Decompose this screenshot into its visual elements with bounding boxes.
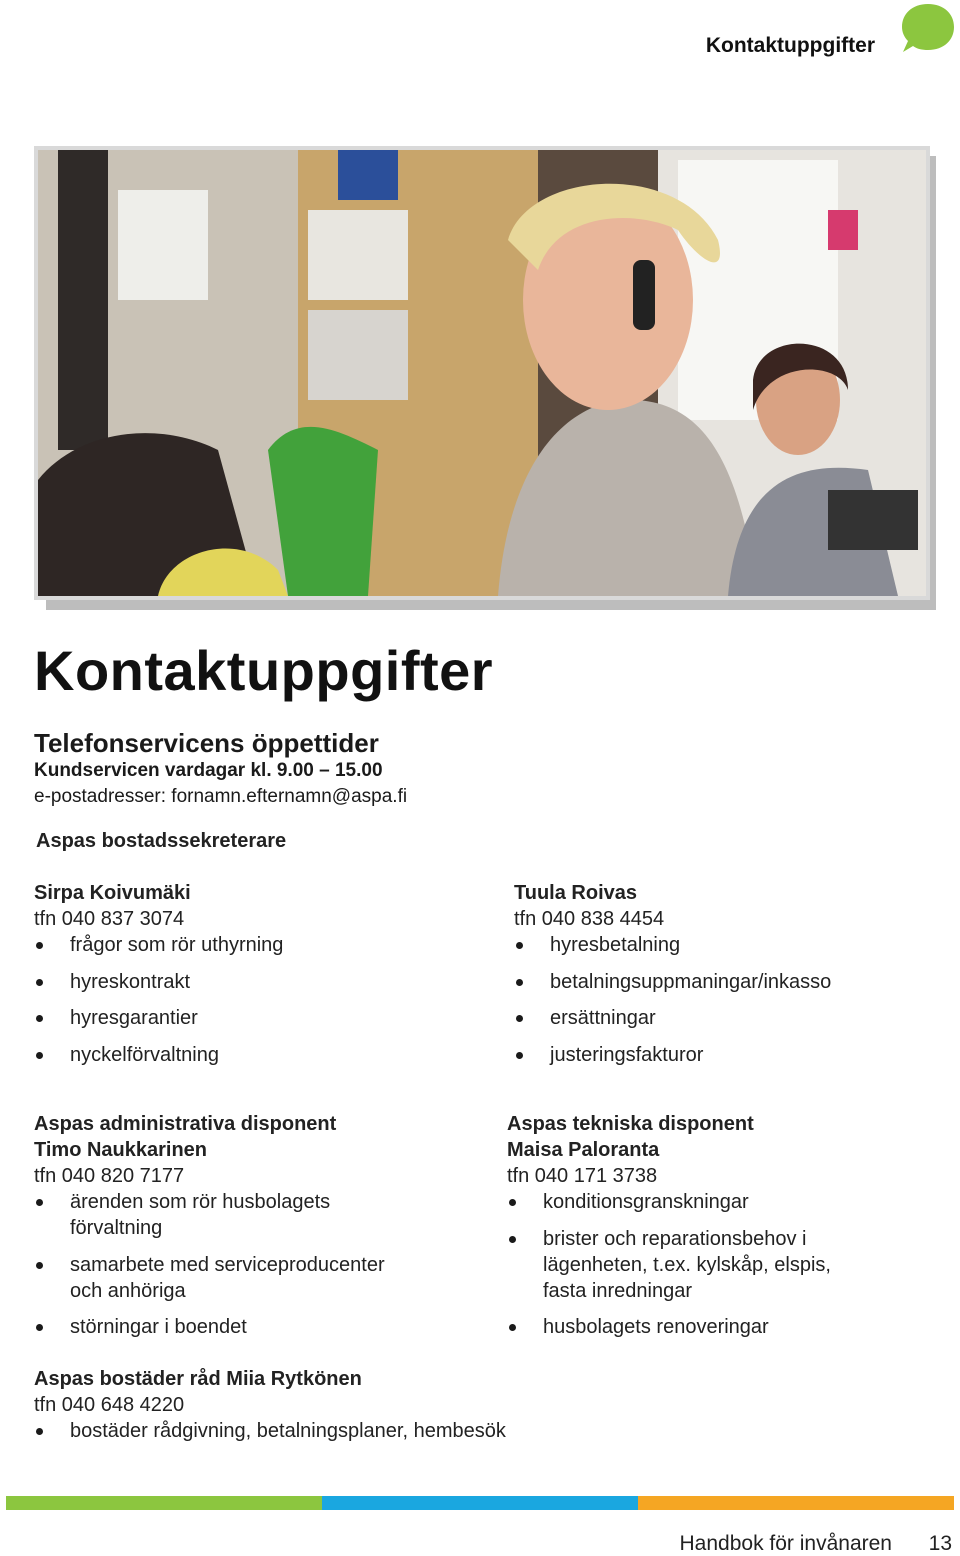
office-photo bbox=[38, 150, 926, 596]
opening-hours: Kundservicen vardagar kl. 9.00 – 15.00 bbox=[34, 760, 383, 781]
list-item: störningar i boendet bbox=[34, 1314, 414, 1340]
contact-role: Aspas tekniska disponent bbox=[507, 1113, 754, 1135]
bullet-icon bbox=[36, 1324, 43, 1331]
bullet-icon bbox=[36, 1428, 43, 1435]
page-number: 13 bbox=[928, 1532, 952, 1555]
list-item: brister och reparationsbehov i lägenheten, t.ex. kylskåp, elspis, fasta inredningar bbox=[507, 1226, 847, 1304]
bullet-icon bbox=[509, 1324, 516, 1331]
header-title: Kontaktuppgifter bbox=[705, 34, 875, 57]
speech-bubble-icon bbox=[900, 0, 956, 56]
contact-phone: tfn 040 820 7177 bbox=[34, 1165, 185, 1187]
email-format: e-postadresser: fornamn.efternamn@aspa.fi bbox=[34, 786, 408, 807]
bullet-icon bbox=[36, 1052, 43, 1059]
bullet-icon bbox=[516, 1052, 523, 1059]
contact-phone: tfn 040 838 4454 bbox=[514, 908, 665, 930]
contact-role: Aspas administrativa disponent bbox=[34, 1113, 337, 1135]
list-item: betalningsuppmaningar/inkasso bbox=[514, 969, 934, 995]
contact-phone: tfn 040 648 4220 bbox=[34, 1394, 185, 1416]
opening-hours-heading: Telefonservicens öppettider bbox=[34, 728, 379, 758]
bullet-icon bbox=[509, 1236, 516, 1243]
contact-miia bbox=[34, 1366, 654, 1444]
contact-name: Tuula Roivas bbox=[514, 882, 637, 904]
bullet-icon bbox=[36, 1015, 43, 1022]
contact-tuula bbox=[514, 880, 934, 1078]
contact-name: Timo Naukkarinen bbox=[34, 1139, 208, 1161]
footer-stripe-orange bbox=[638, 1496, 954, 1510]
list-item: frågor som rör uthyrning bbox=[34, 932, 474, 958]
bullet-icon bbox=[36, 979, 43, 986]
list-item: hyreskontrakt bbox=[34, 969, 474, 995]
list-item: nyckelförvaltning bbox=[34, 1042, 474, 1068]
list-item: hyresbetalning bbox=[514, 932, 934, 958]
footer-title: Handbok för invånaren bbox=[679, 1532, 892, 1555]
list-item: justeringsfakturor bbox=[514, 1042, 934, 1068]
contact-name: Maisa Paloranta bbox=[507, 1139, 660, 1161]
list-item: husbolagets renoveringar bbox=[507, 1314, 847, 1340]
contact-sirpa bbox=[34, 880, 474, 1078]
contact-phone: tfn 040 837 3074 bbox=[34, 908, 185, 930]
page-title: Kontaktuppgifter bbox=[34, 639, 494, 702]
bullet-icon bbox=[516, 979, 523, 986]
list-item: ärenden som rör husbolagets förvaltning bbox=[34, 1189, 414, 1241]
footer-stripe-blue bbox=[322, 1496, 638, 1510]
bullet-icon bbox=[36, 942, 43, 949]
contact-timo bbox=[34, 1111, 434, 1351]
bullet-icon bbox=[36, 1262, 43, 1269]
list-item: konditionsgranskningar bbox=[507, 1189, 847, 1215]
list-item: bostäder rådgivning, betalningsplaner, hembesök bbox=[34, 1418, 654, 1444]
bullet-icon bbox=[36, 1199, 43, 1206]
bullet-icon bbox=[509, 1199, 516, 1206]
footer-stripe-green bbox=[6, 1496, 322, 1510]
bullet-icon bbox=[516, 1015, 523, 1022]
contact-name: Sirpa Koivumäki bbox=[34, 882, 191, 904]
contact-name: Aspas bostäder råd Miia Rytkönen bbox=[34, 1368, 362, 1390]
bullet-icon bbox=[516, 942, 523, 949]
list-item: samarbete med serviceproducenter och anhöriga bbox=[34, 1252, 414, 1304]
list-item: ersättningar bbox=[514, 1005, 934, 1031]
contact-maisa bbox=[507, 1111, 927, 1351]
contact-phone: tfn 040 171 3738 bbox=[507, 1165, 658, 1187]
section-label: Aspas bostadssekreterare bbox=[36, 830, 287, 852]
list-item: hyresgarantier bbox=[34, 1005, 474, 1031]
